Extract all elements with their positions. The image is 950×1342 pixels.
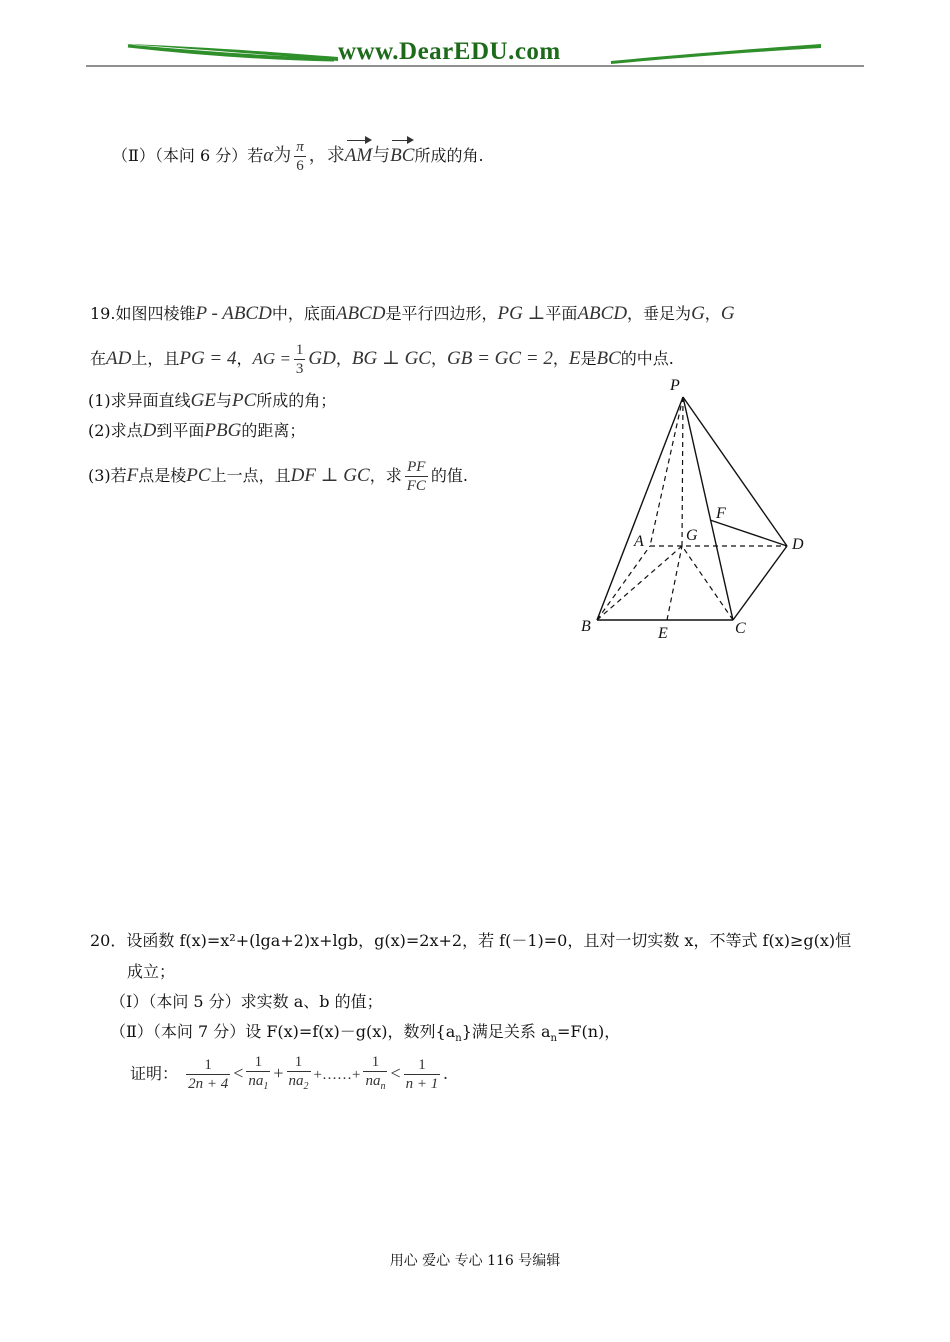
q18-prefix: （Ⅱ）（本问 6 分）若 <box>112 146 264 165</box>
text: 是 <box>580 349 597 368</box>
pf-over-fc-fraction <box>405 458 428 495</box>
qiu-text: ，求 <box>308 145 345 165</box>
frac-numerator: π <box>296 139 304 155</box>
frac-numerator: 1 <box>295 342 304 358</box>
text: 的中点. <box>620 349 674 368</box>
text: 成立； <box>127 962 176 981</box>
math: GE <box>190 390 216 411</box>
text: ， <box>335 349 352 368</box>
math: AG = <box>252 349 291 368</box>
math: GB = GC = 2 <box>447 348 553 369</box>
frac-denominator: n + 1 <box>405 1076 439 1092</box>
q20-line2 <box>127 961 175 983</box>
text: （Ⅰ）（本问 5 分）求实数 a、b 的值； <box>110 992 383 1011</box>
text: 在 <box>90 349 107 368</box>
vector-bc: BC <box>390 141 414 171</box>
text: 到平面 <box>156 421 205 440</box>
label-b: B <box>581 618 591 635</box>
label-c: C <box>735 620 746 637</box>
yu-text: 与 <box>372 145 391 165</box>
den-text: na <box>288 1073 304 1089</box>
math: BG ⊥ GC <box>351 348 431 369</box>
text: 上一点，且 <box>210 466 291 485</box>
text: =F(n)， <box>556 1022 621 1041</box>
footer-text: 用心 爱心 专心 116 号编辑 <box>389 1253 561 1269</box>
frac-numerator: PF <box>407 459 426 475</box>
header-banner <box>86 36 864 70</box>
plus: + <box>273 1063 284 1083</box>
label-e: E <box>658 625 668 642</box>
frac-denominator <box>246 1071 270 1096</box>
period: . <box>443 1063 448 1083</box>
one-third-fraction <box>294 341 306 378</box>
fraction-4 <box>363 1053 387 1096</box>
q20-part1 <box>110 991 383 1013</box>
fraction-5 <box>404 1056 441 1093</box>
text: 20．设函数 f(x)=x²+(lga+2)x+lgb，g(x)=2x+2，若 f(－1)=0，且对一切实数 x，不等式 f(x)≥g(x)恒 <box>90 931 852 950</box>
math: P - ABCD <box>195 303 272 324</box>
subscript: 2 <box>303 1081 309 1092</box>
text: }满足关系 a <box>461 1022 551 1041</box>
text: ， <box>236 349 253 368</box>
wei-text: 为 <box>273 145 292 165</box>
text: (1)求异面直线 <box>88 391 191 410</box>
frac-numerator: 1 <box>371 1054 380 1070</box>
q20-proof-line <box>130 1052 448 1096</box>
q19-part1 <box>88 390 336 412</box>
pi-over-six-fraction <box>294 138 306 175</box>
label-p: P <box>670 377 680 394</box>
frac-denominator: 2n + 4 <box>188 1076 229 1092</box>
math: F <box>126 465 139 486</box>
math: G <box>720 303 735 324</box>
plus-ellipsis: +……+ <box>313 1067 361 1083</box>
frac-numerator: 1 <box>294 1054 303 1070</box>
frac-numerator: 1 <box>204 1057 212 1073</box>
frac-numerator: 1 <box>254 1054 263 1070</box>
frac-denominator: FC <box>406 478 426 494</box>
page-footer <box>0 1250 950 1272</box>
frac-denominator <box>287 1071 311 1096</box>
frac-denominator <box>363 1071 387 1096</box>
fraction-2 <box>246 1053 270 1096</box>
subscript: 1 <box>263 1081 269 1092</box>
label-f: F <box>716 505 726 522</box>
label-a: A <box>634 533 644 550</box>
frac-denominator: 6 <box>294 156 306 175</box>
text: 上，且 <box>131 349 180 368</box>
math: PC <box>186 465 211 486</box>
less-than: < <box>233 1063 244 1083</box>
text: ， <box>552 349 569 368</box>
math: PC <box>232 390 257 411</box>
math: DF ⊥ GC <box>290 465 370 486</box>
text: 的距离； <box>241 421 306 440</box>
text: 点是棱 <box>138 466 187 485</box>
frac-numerator: 1 <box>418 1057 426 1073</box>
text: 如图四棱锥 <box>115 304 196 323</box>
text: (3)若 <box>88 466 127 485</box>
q19-part2 <box>88 420 305 442</box>
text: 平面 <box>545 304 578 323</box>
less-than: < <box>390 1063 401 1083</box>
den-text: na <box>365 1073 381 1089</box>
q18-suffix: 所成的角. <box>414 146 484 165</box>
math: BC <box>596 348 621 369</box>
math: G <box>691 303 705 324</box>
q20-part2 <box>110 1021 620 1050</box>
text: 所成的角； <box>256 391 337 410</box>
math: PG ⊥ <box>497 303 546 324</box>
math: PBG <box>204 420 242 441</box>
fraction-1 <box>186 1056 230 1093</box>
fraction-3 <box>287 1053 311 1096</box>
question-number: 19. <box>90 304 116 323</box>
text: 中，底面 <box>271 304 336 323</box>
site-logo-text: www.DearEDU.com <box>338 38 561 65</box>
subscript: n <box>455 1033 462 1045</box>
text: ，垂足为 <box>627 304 692 323</box>
label-d: D <box>792 536 804 553</box>
text: （Ⅱ）（本问 7 分）设 F(x)=f(x)－g(x)，数列{a <box>110 1022 456 1041</box>
text: (2)求点 <box>88 421 143 440</box>
q18-part2-line <box>112 138 484 175</box>
q19-line1 <box>90 303 735 325</box>
math: AD <box>106 348 132 369</box>
math: PG = 4 <box>179 348 237 369</box>
math: GD <box>308 348 336 369</box>
math: E <box>568 348 581 369</box>
q19-line2 <box>90 340 674 378</box>
q19-part3 <box>88 456 468 496</box>
pyramid-diagram <box>570 375 820 655</box>
math: D <box>142 420 157 441</box>
proof-label: 证明： <box>130 1064 179 1083</box>
subscript: n <box>380 1081 386 1092</box>
text: ，求 <box>369 466 402 485</box>
subscript: n <box>550 1033 557 1045</box>
q20-line1 <box>90 930 851 952</box>
pyramid-figure <box>570 375 820 655</box>
math: ABCD <box>335 303 386 324</box>
math: ABCD <box>577 303 628 324</box>
text: ， <box>704 304 721 323</box>
label-g: G <box>686 527 698 544</box>
frac-denominator: 3 <box>295 361 304 377</box>
text: ， <box>430 349 447 368</box>
text: 的值. <box>430 466 468 485</box>
vector-am: AM <box>345 141 372 171</box>
alpha-symbol: α <box>263 145 274 166</box>
den-text: na <box>248 1073 264 1089</box>
text: 与 <box>216 391 233 410</box>
text: 是平行四边形， <box>385 304 498 323</box>
